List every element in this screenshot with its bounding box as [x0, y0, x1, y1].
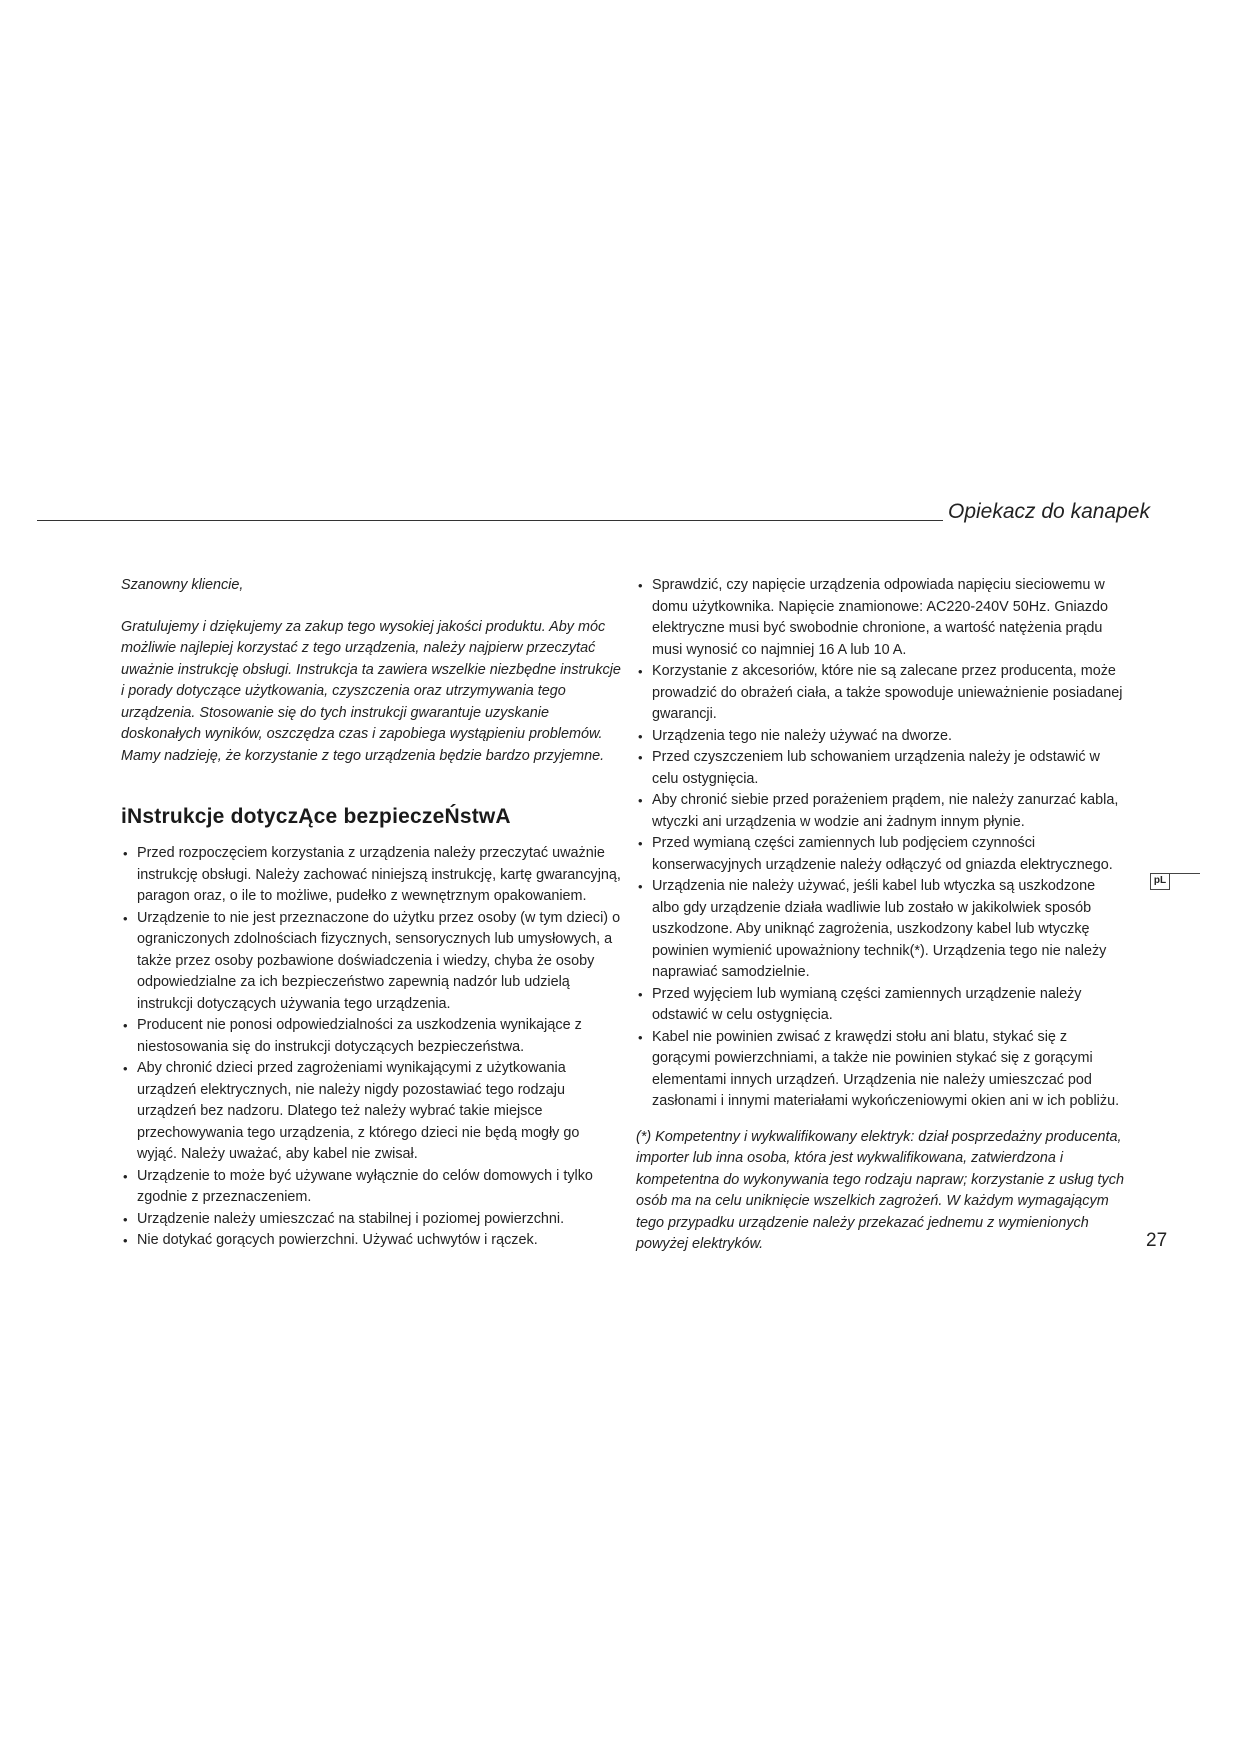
- left-column: [121, 575, 621, 1252]
- list-item: • Nie dotykać gorących powierzchni. Używać uchwytów i rączek.: [121, 1230, 621, 1252]
- list-item: • Przed czyszczeniem lub schowaniem urządzenia należy je odstawić w celu ostygnięcia.: [636, 747, 1126, 790]
- salutation: Szanowny kliencie,: [121, 577, 244, 593]
- safety-list-left: [121, 843, 621, 1252]
- list-item: • Przed wyjęciem lub wymianą części zamiennych urządzenie należy odstawić w celu ostygnięcia.: [636, 984, 1126, 1027]
- section-title: iNstrukcje dotyczĄce bezpieczeŃstwA: [121, 805, 511, 828]
- safety-list-right: [636, 575, 1126, 1113]
- product-title: Opiekacz do kanapek: [948, 500, 1150, 523]
- language-tab: pL: [1150, 873, 1170, 890]
- list-item: • Przed rozpoczęciem korzystania z urządzenia należy przeczytać uważnie instrukcję obsługi. Należy zachować niniejszą instrukcję, kartę gwarancyjną, paragon oraz, o ile to możliwe, pudełko z wewnętrznym opakowaniem.: [121, 843, 621, 908]
- list-item: • Korzystanie z akcesoriów, które nie są zalecane przez producenta, może prowadzić do obrażeń ciała, a także spowoduje unieważnienie posiadanej gwarancji.: [636, 661, 1126, 726]
- list-item: • Producent nie ponosi odpowiedzialności za uszkodzenia wynikające z niestosowania się do instrukcji dotyczących bezpieczeństwa.: [121, 1015, 621, 1058]
- intro-paragraph: Gratulujemy i dziękujemy za zakup tego wysokiej jakości produktu. Aby móc możliwie najlepiej korzystać z tego urządzenia, należy najpierw przeczytać uważnie instrukcję obsługi. Instrukcja ta zawiera wszelkie niezbędne instrukcje i porady dotyczące użytkowania, czyszczenia oraz utrzymywania tego urządzenia. Stosowanie się do tych instrukcji gwarantuje uzyskanie doskonałych wyników, oszczędza czas i zapobiega wystąpieniu problemów. Mamy nadzieję, że korzystanie z tego urządzenia będzie bardzo przyjemne.: [121, 618, 621, 764]
- list-item: • Aby chronić siebie przed porażeniem prądem, nie należy zanurzać kabla, wtyczki ani urządzenia w wodzie ani żadnym innym płynie.: [636, 790, 1126, 833]
- intro: [121, 575, 621, 767]
- list-item: • Przed wymianą części zamiennych lub podjęciem czynności konserwacyjnych urządzenie należy odłączyć od gniazda elektrycznego.: [636, 833, 1126, 876]
- list-item: • Urządzenia tego nie należy używać na dworze.: [636, 726, 1126, 748]
- list-item: • Urządzenie to nie jest przeznaczone do użytku przez osoby (w tym dzieci) o ograniczonych zdolnościach fizycznych, sensorycznych lub umysłowych, a także przez osoby pozbawione doświadczenia i wiedzy, chyba że osoby odpowiedzialne za ich bezpieczeństwo zapewnią nadzór lub udzielą instrukcji dotyczących używania tego urządzenia.: [121, 908, 621, 1016]
- list-item: • Sprawdzić, czy napięcie urządzenia odpowiada napięciu sieciowemu w domu użytkownika. Napięcie znamionowe: AC220-240V 50Hz. Gniazdo elektryczne musi być swobodnie chronione, a wartość natężenia prądu musi wynosić co najmniej 16 A lub 10 A.: [636, 575, 1126, 661]
- list-item: • Kabel nie powinien zwisać z krawędzi stołu ani blatu, stykać się z gorącymi powierzchniami, a także nie powinien stykać się z gorącymi elementami innych urządzeń. Urządzenia nie należy umieszczać pod zasłonami i innymi materiałami wykończeniowymi okien ani w ich pobliżu.: [636, 1027, 1126, 1113]
- list-item: • Urządzenie należy umieszczać na stabilnej i poziomej powierzchni.: [121, 1209, 621, 1231]
- page-number: 27: [1146, 1230, 1168, 1251]
- right-column: [636, 575, 1126, 1270]
- list-item: • Urządzenie to może być używane wyłącznie do celów domowych i tylko zgodnie z przeznaczeniem.: [121, 1166, 621, 1209]
- header-rule: [37, 520, 943, 521]
- list-item: • Aby chronić dzieci przed zagrożeniami wynikającymi z użytkowania urządzeń elektrycznych, nie należy nigdy pozostawiać tego rodzaju urządzeń bez nadzoru. Dlatego też należy wybrać takie miejsce przechowywania tego urządzenia, z którego dzieci nie będą mogły go wyjąć. Należy uważać, aby kabel nie zwisał.: [121, 1058, 621, 1166]
- footnote: (*) Kompetentny i wykwalifikowany elektryk: dział posprzedażny producenta, importer lub inna osoba, która jest wykwalifikowana, zatwierdzona i kompetentna do wykonywania tego rodzaju napraw; korzystanie z usług tych osób ma na celu uniknięcie wszelkich zagrożeń. W każdym wymagającym tego przypadku urządzenie należy przekazać jednemu z wymienionych powyżej elektryków.: [636, 1128, 1124, 1252]
- list-item: • Urządzenia nie należy używać, jeśli kabel lub wtyczka są uszkodzone albo gdy urządzenie działa wadliwie lub zostało w jakikolwiek sposób uszkodzone. Aby uniknąć zagrożenia, uszkodzony kabel lub wtyczkę powinien wymienić upoważniony technik(*). Urządzenia tego nie należy naprawiać samodzielnie.: [636, 876, 1126, 984]
